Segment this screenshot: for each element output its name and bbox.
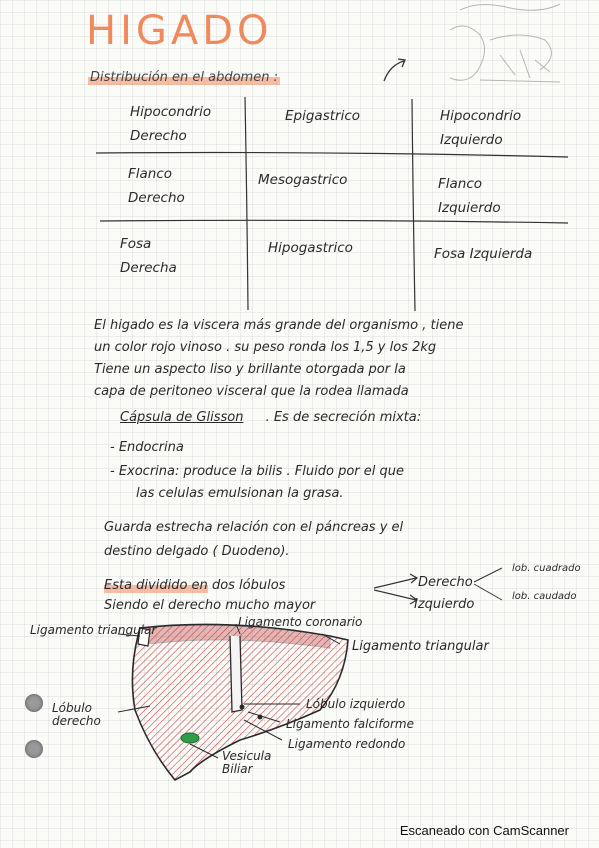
subtitle-text: Distribución en el abdomen : [90, 70, 278, 85]
paragraph-line: un color rojo vinoso . su peso ronda los 1,5 y los 2kg [94, 340, 437, 355]
bullet-exocrina-cont: las celulas emulsionan la grasa. [136, 486, 344, 501]
label-lig-triangular-left: Ligamento triangular [30, 623, 157, 637]
label-lig-triangular-right: Ligamento triangular [352, 639, 489, 654]
table-cell-r1c2: Epigastrico [285, 108, 361, 124]
corner-sketch [420, 0, 595, 95]
label-lobulo-derecho: Lóbulo derecho [52, 701, 101, 728]
lobes-prefix: Esta dividido en [104, 578, 208, 593]
lobes-suffix: dos lóbulos [211, 578, 286, 593]
table-cell-r3c1: Fosa Derecha [120, 236, 177, 276]
lobes-line2: Siendo el derecho mucho mayor [104, 598, 316, 613]
page-title: HIGADO [86, 8, 273, 54]
lobe-derecho: Derecho [418, 575, 473, 590]
table-cell-r3c3: Fosa Izquierda [434, 246, 533, 262]
gallbladder-shape [181, 733, 199, 743]
table-cell-r2c2: Mesogastrico [258, 172, 348, 188]
paragraph2-line: Guarda estrecha relación con el páncreas y el [104, 520, 404, 535]
paragraph-line: Tiene un aspecto liso y brillante otorgada por la [94, 362, 406, 377]
bullet-exocrina: - Exocrina: produce la bilis . Fluido por el que [110, 464, 404, 479]
paragraph-line: El higado es la viscera más grande del organismo , tiene [94, 318, 464, 333]
table-cell-r1c3: Hipocondrio Izquierdo [440, 108, 522, 148]
label-lobulo-izquierdo: Lóbulo izquierdo [306, 697, 406, 711]
capsula-glisson: Cápsula de Glisson [120, 410, 244, 425]
bullet-endocrina: - Endocrina [110, 440, 184, 455]
lobe-cuadrado: lob. cuadrado [512, 563, 581, 574]
label-lig-falciforme: Ligamento falciforme [286, 717, 414, 731]
section-subtitle [88, 70, 280, 85]
label-vesicula: Vesicula Biliar [222, 749, 272, 776]
binder-hole [25, 694, 43, 712]
capsula-line [120, 410, 421, 425]
label-lig-coronario: Ligamento coronario [238, 615, 363, 629]
binder-hole [25, 740, 43, 758]
arrow-icon [380, 55, 410, 85]
label-lig-redondo: Ligamento redondo [288, 737, 406, 751]
secrecion-text: . Es de secreción mixta: [265, 410, 422, 425]
table-cell-r2c3: Flanco Izquierdo [438, 176, 501, 216]
scanner-watermark: Escaneado con CamScanner [399, 823, 569, 838]
table-cell-r3c2: Hipogastrico [268, 240, 353, 256]
table-cell-r2c1: Flanco Derecho [128, 166, 185, 206]
table-cell-r1c1: Hipocondrio Derecho [130, 104, 212, 144]
paragraph-line: capa de peritoneo visceral que la rodea llamada [94, 384, 409, 399]
paragraph2-line: destino delgado ( Duodeno). [104, 544, 290, 559]
lobe-izquierdo: Izquierdo [414, 597, 475, 612]
lobes-line [104, 578, 285, 593]
lobe-caudado: lob. caudado [512, 591, 577, 602]
